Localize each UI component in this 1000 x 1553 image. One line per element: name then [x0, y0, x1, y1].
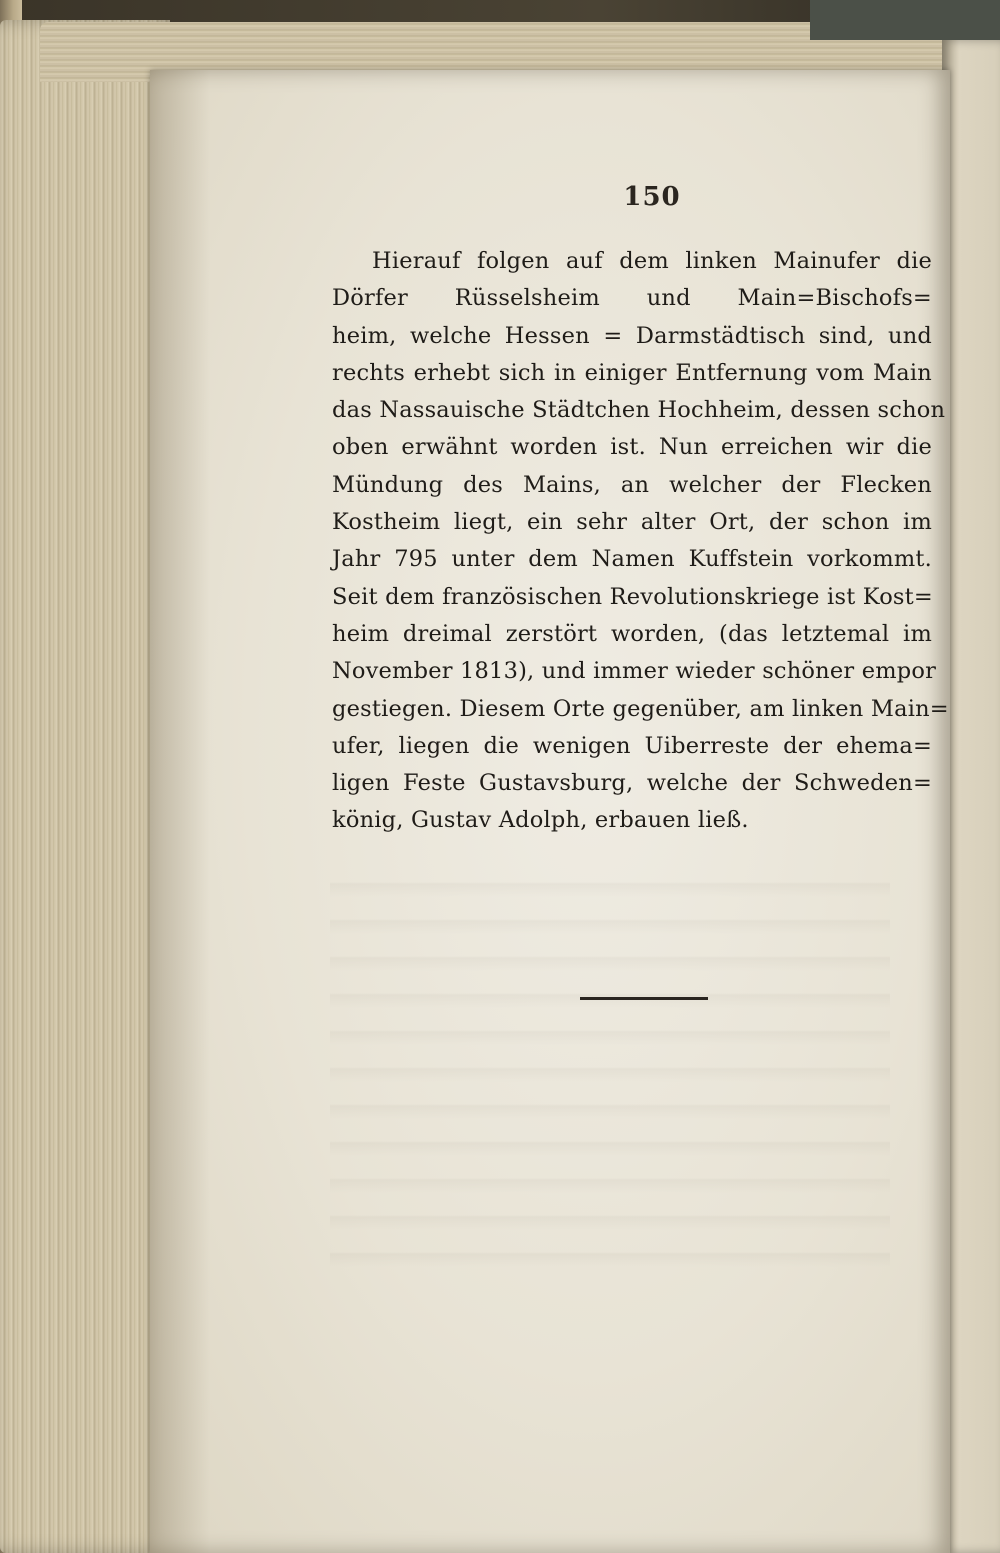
body-text [332, 243, 949, 840]
facing-page-edge [942, 40, 1000, 1553]
page-stack-edges [0, 20, 170, 1553]
text-line: Jahr 795 unter dem Namen Kuffstein vorkommt. [332, 546, 932, 573]
text-line: könig, Gustav Adolph, erbauen ließ. [332, 807, 749, 834]
background-corner [810, 0, 1000, 40]
book-page [150, 70, 950, 1553]
text-line: gestiegen. Diesem Orte gegenüber, am linken Main= [332, 695, 949, 722]
section-divider-rule [580, 997, 708, 1000]
page-number: 150 [623, 182, 681, 212]
text-line: November 1813), und immer wieder schöner empor [332, 658, 937, 685]
bleed-through-texture [330, 860, 890, 1280]
text-line: rechts erhebt sich in einiger Entfernung vom Main [332, 359, 932, 386]
text-line: Kostheim liegt, ein sehr alter Ort, der schon im [332, 509, 932, 536]
text-line: Hierauf folgen auf dem linken Mainufer die [372, 248, 932, 274]
text-line: ligen Feste Gustavsburg, welche der Schweden= [332, 770, 932, 797]
text-line: Mündung des Mains, an welcher der Flecken [332, 471, 932, 498]
text-line: oben erwähnt worden ist. Nun erreichen wir die [332, 434, 932, 461]
text-line: heim, welche Hessen = Darmstädtisch sind, und [332, 322, 932, 349]
text-line: das Nassauische Städtchen Hochheim, dessen schon [332, 397, 946, 424]
text-line: heim dreimal zerstört worden, (das letztemal im [332, 620, 932, 647]
text-line: Dörfer Rüsselsheim und Main=Bischofs= [332, 285, 932, 312]
text-line: Seit dem französischen Revolutionskriege ist Kost= [332, 583, 933, 610]
text-line: ufer, liegen die wenigen Uiberreste der ehema= [332, 732, 932, 759]
